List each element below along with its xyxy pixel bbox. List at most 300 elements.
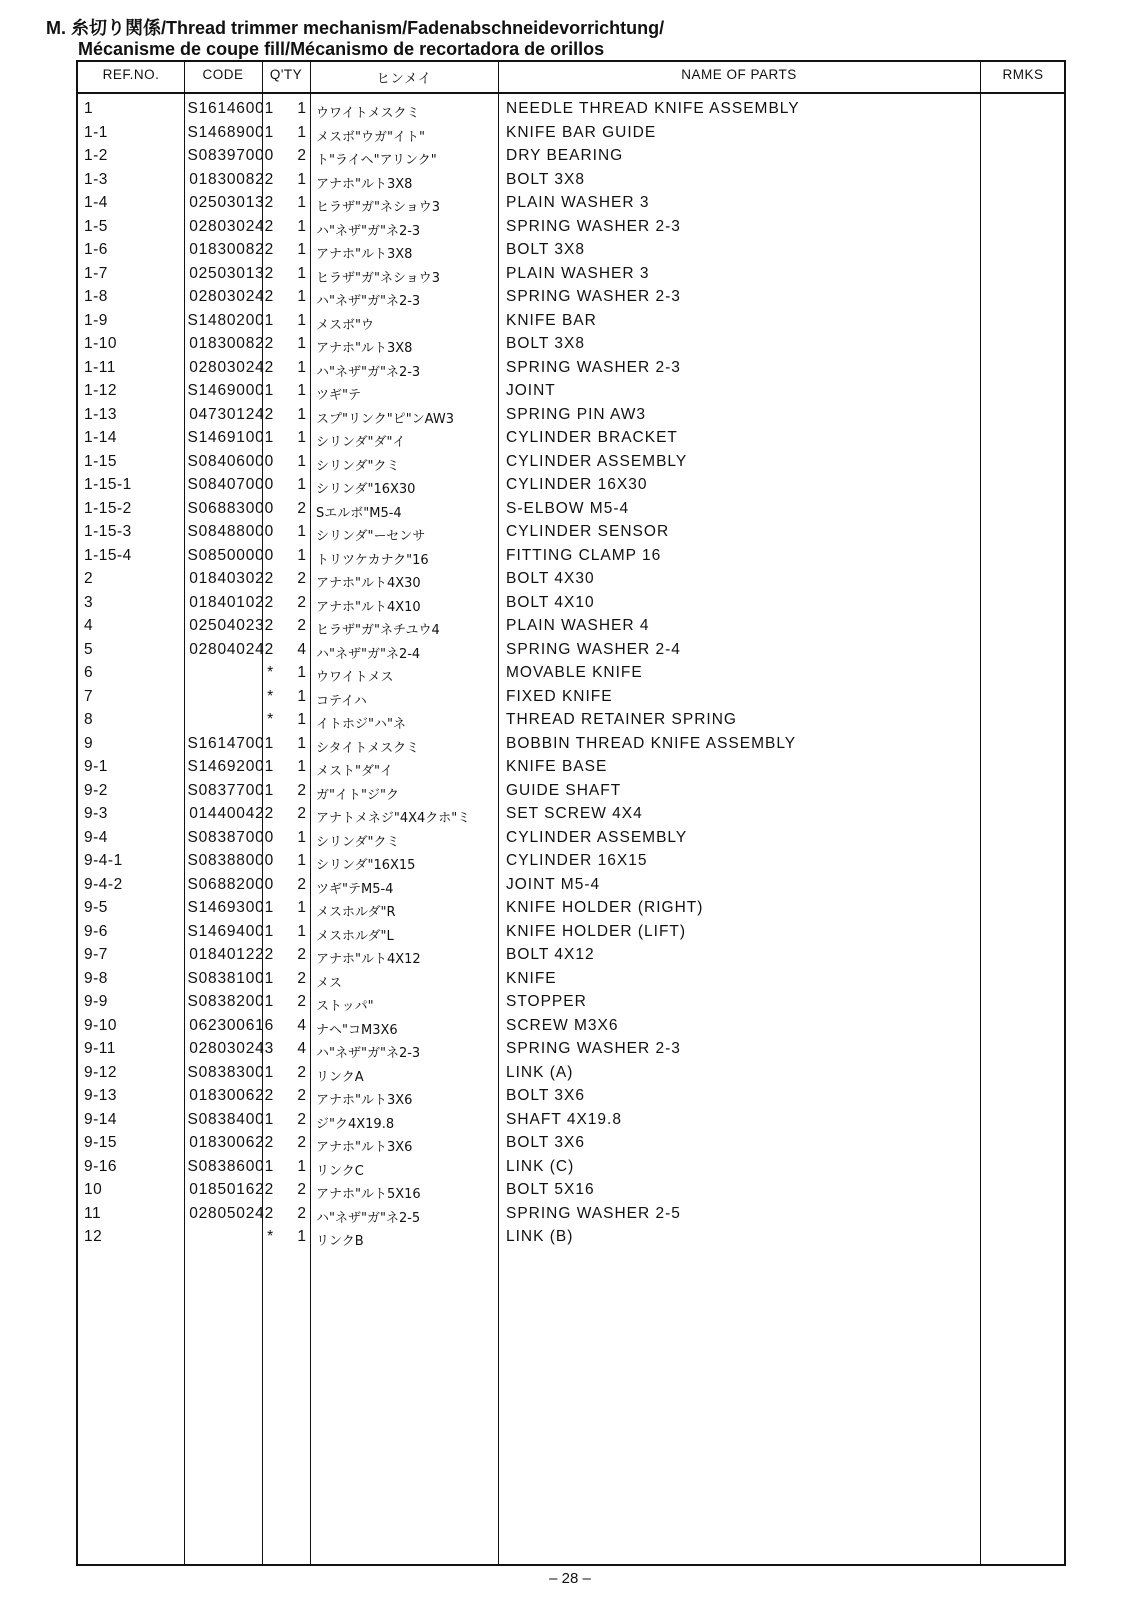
- table-row: [78, 98, 1064, 122]
- code-cell: 025030132: [189, 264, 274, 282]
- ref-cell: 9-2: [84, 781, 108, 799]
- code-cell: 018300622: [189, 1134, 274, 1151]
- kana-name-cell: ガ"イト"ジ"ク: [316, 787, 399, 803]
- part-name-cell: PLAIN WASHER 4: [506, 617, 650, 634]
- table-row: [78, 239, 1064, 263]
- header-code: CODE: [202, 67, 244, 82]
- code-cell: 014400422: [189, 805, 274, 822]
- qty-cell: 2: [297, 946, 306, 963]
- kana-name-cell: ツギ"テM5-4: [316, 881, 394, 897]
- kana-name-cell: アナホ"ルト4X12: [316, 952, 421, 967]
- table-row: [78, 874, 1064, 898]
- kana-name-cell: Sエルボ"M5-4: [316, 505, 402, 521]
- kana-name-cell: メスボ"ウガ"イト": [316, 129, 425, 145]
- table-row: [78, 498, 1064, 522]
- kana-name-cell: メスホルダ"L: [316, 928, 394, 944]
- kana-name-cell: トリツケカナク"16: [316, 552, 429, 568]
- ref-cell: 1-2: [84, 147, 108, 164]
- kana-name-cell: ヒラザ"ガ"ネショウ3: [316, 270, 440, 286]
- code-cell: 047301242: [189, 405, 274, 423]
- part-name-cell: KNIFE HOLDER (LIFT): [506, 922, 687, 940]
- code-cell: S14690001: [187, 382, 274, 399]
- qty-cell: 2: [297, 147, 306, 164]
- ref-cell: 1-15: [84, 452, 118, 470]
- ref-cell: 11: [84, 1204, 102, 1222]
- table-row: [78, 216, 1064, 240]
- table-row: [78, 615, 1064, 639]
- part-name-cell: KNIFE: [506, 969, 557, 987]
- kana-name-cell: メスボ"ウ: [316, 317, 374, 333]
- code-cell: S16147001: [187, 734, 274, 752]
- table-row: [78, 639, 1064, 663]
- qty-cell: 1: [297, 664, 306, 681]
- part-name-cell: LINK (C): [506, 1157, 575, 1175]
- ref-cell: 9-12: [84, 1063, 118, 1081]
- ref-cell: 2: [84, 570, 94, 587]
- part-name-cell: SPRING WASHER 2-3: [506, 288, 681, 305]
- table-row: [78, 357, 1064, 381]
- code-cell: 018300622: [189, 1087, 274, 1104]
- qty-cell: 1: [297, 1157, 306, 1175]
- qty-cell: 2: [297, 1181, 306, 1198]
- code-cell: 028030243: [189, 1040, 274, 1057]
- table-row: [78, 1203, 1064, 1227]
- qty-cell: 1: [297, 170, 306, 188]
- code-cell: S08388000: [187, 852, 274, 869]
- qty-cell: 2: [297, 499, 306, 517]
- part-name-cell: S-ELBOW M5-4: [506, 499, 630, 517]
- qty-cell: 1: [297, 523, 306, 540]
- qty-cell: 1: [297, 852, 306, 869]
- kana-name-cell: シリンダ"16X15: [316, 858, 416, 873]
- ref-cell: 1-6: [84, 241, 108, 258]
- qty-cell: 1: [297, 758, 306, 775]
- table-row: [78, 1109, 1064, 1133]
- part-name-cell: SPRING WASHER 2-4: [506, 640, 681, 658]
- kana-name-cell: コテイハ: [316, 693, 367, 709]
- ref-cell: 9-7: [84, 946, 108, 963]
- code-cell: S08397000: [187, 147, 274, 164]
- table-row: [78, 780, 1064, 804]
- table-row: [78, 286, 1064, 310]
- part-name-cell: FITTING CLAMP 16: [506, 546, 662, 564]
- ref-cell: 9: [84, 734, 94, 752]
- ref-cell: 10: [84, 1181, 103, 1198]
- ref-cell: 1-14: [84, 429, 118, 446]
- qty-cell: 2: [297, 805, 306, 822]
- kana-name-cell: アナホ"ルト3X6: [316, 1093, 413, 1108]
- code-cell: S08387000: [187, 828, 274, 846]
- ref-cell: 9-16: [84, 1157, 118, 1175]
- table-row: [78, 1085, 1064, 1109]
- code-cell: S14694001: [187, 922, 274, 940]
- ref-cell: 1-12: [84, 382, 118, 399]
- qty-cell: 1: [297, 194, 306, 211]
- kana-name-cell: アナホ"ルト3X6: [316, 1140, 413, 1155]
- code-cell: *: [267, 1228, 274, 1245]
- kana-name-cell: メスト"ダ"イ: [316, 764, 393, 779]
- part-name-cell: CYLINDER BRACKET: [506, 429, 678, 446]
- kana-name-cell: ヒラザ"ガ"ネチユウ4: [316, 623, 440, 638]
- table-row: [78, 310, 1064, 334]
- table-row: [78, 686, 1064, 710]
- kana-name-cell: アナホ"ルト3X8: [316, 341, 413, 356]
- code-cell: S06883000: [187, 499, 274, 517]
- part-name-cell: CYLINDER SENSOR: [506, 523, 670, 540]
- part-name-cell: SPRING WASHER 2-5: [506, 1204, 681, 1222]
- table-row: [78, 1015, 1064, 1039]
- ref-cell: 9-5: [84, 899, 108, 916]
- part-name-cell: SET SCREW 4X4: [506, 805, 643, 822]
- table-row: [78, 850, 1064, 874]
- code-cell: S08406000: [187, 452, 274, 470]
- code-cell: 018401222: [189, 946, 274, 963]
- code-cell: S08500000: [187, 546, 274, 564]
- part-name-cell: STOPPER: [506, 993, 587, 1010]
- ref-cell: 1-15-3: [84, 523, 132, 540]
- title-line-1: M. 糸切り関係/Thread trimmer mechanism/Fadenabschneidevorrichtung/: [46, 18, 665, 38]
- part-name-cell: CYLINDER 16X30: [506, 476, 648, 493]
- part-name-cell: CYLINDER ASSEMBLY: [506, 452, 688, 470]
- qty-cell: 2: [297, 1087, 306, 1104]
- kana-name-cell: アナホ"ルト4X30: [316, 576, 421, 591]
- ref-cell: 1-1: [84, 123, 108, 141]
- ref-cell: 7: [84, 687, 94, 705]
- table-row: [78, 827, 1064, 851]
- kana-name-cell: ハ"ネザ"ガ"ネ2-5: [316, 1210, 421, 1226]
- part-name-cell: MOVABLE KNIFE: [506, 664, 643, 681]
- table-row: [78, 921, 1064, 945]
- code-cell: 028040242: [189, 640, 274, 658]
- part-name-cell: FIXED KNIFE: [506, 687, 613, 705]
- part-name-cell: KNIFE BAR: [506, 311, 597, 329]
- table-row: [78, 169, 1064, 193]
- ref-cell: 1-7: [84, 264, 108, 282]
- qty-cell: 1: [297, 335, 306, 352]
- part-name-cell: BOLT 4X12: [506, 946, 595, 963]
- code-cell: 062300616: [189, 1016, 274, 1034]
- header-name-of-parts: NAME OF PARTS: [681, 67, 797, 82]
- table-row: [78, 803, 1064, 827]
- header-divider: [78, 92, 1064, 94]
- part-name-cell: BOLT 3X8: [506, 335, 585, 352]
- table-body: [78, 98, 1064, 1250]
- table-row: [78, 662, 1064, 686]
- qty-cell: 1: [297, 429, 306, 446]
- qty-cell: 1: [297, 711, 306, 728]
- part-name-cell: BOLT 3X6: [506, 1134, 585, 1151]
- part-name-cell: BOLT 3X8: [506, 170, 585, 188]
- part-name-cell: PLAIN WASHER 3: [506, 264, 650, 282]
- code-cell: 028030242: [189, 288, 274, 305]
- qty-cell: 2: [297, 617, 306, 634]
- ref-cell: 6: [84, 664, 94, 681]
- part-name-cell: DRY BEARING: [506, 147, 624, 164]
- ref-cell: 1-5: [84, 217, 108, 235]
- ref-cell: 1-8: [84, 288, 108, 305]
- qty-cell: 1: [297, 288, 306, 305]
- code-cell: S08377001: [187, 781, 274, 799]
- code-cell: 018401022: [189, 593, 274, 611]
- table-row: [78, 1156, 1064, 1180]
- qty-cell: 1: [297, 358, 306, 376]
- qty-cell: 2: [297, 993, 306, 1010]
- qty-cell: 4: [297, 640, 306, 658]
- table-row: [78, 1226, 1064, 1250]
- table-row: [78, 568, 1064, 592]
- qty-cell: 1: [297, 452, 306, 470]
- qty-cell: 2: [297, 781, 306, 799]
- qty-cell: 1: [297, 241, 306, 258]
- table-row: [78, 1179, 1064, 1203]
- ref-cell: 9-4-2: [84, 875, 123, 893]
- code-cell: 025040232: [189, 617, 274, 634]
- table-row: [78, 263, 1064, 287]
- table-row: [78, 192, 1064, 216]
- code-cell: *: [267, 687, 274, 705]
- kana-name-cell: シリンダ"16X30: [316, 482, 416, 497]
- kana-name-cell: ナヘ"コM3X6: [316, 1022, 398, 1038]
- ref-cell: 5: [84, 640, 94, 658]
- ref-cell: 9-4: [84, 828, 108, 846]
- qty-cell: 4: [297, 1040, 306, 1057]
- ref-cell: 9-8: [84, 969, 108, 987]
- ref-cell: 9-9: [84, 993, 108, 1010]
- qty-cell: 2: [297, 1204, 306, 1222]
- code-cell: *: [267, 664, 274, 681]
- part-name-cell: JOINT: [506, 382, 556, 399]
- table-row: [78, 592, 1064, 616]
- ref-cell: 1-11: [84, 358, 116, 376]
- code-cell: *: [267, 711, 274, 728]
- kana-name-cell: アナホ"ルト3X8: [316, 247, 413, 262]
- ref-cell: 1-15-4: [84, 546, 132, 564]
- table-row: [78, 1062, 1064, 1086]
- part-name-cell: BOBBIN THREAD KNIFE ASSEMBLY: [506, 734, 797, 752]
- qty-cell: 2: [297, 570, 306, 587]
- header-kana-name: ヒンメイ: [376, 71, 432, 87]
- table-row: [78, 1038, 1064, 1062]
- code-cell: S08384001: [187, 1110, 274, 1128]
- ref-cell: 9-15: [84, 1134, 118, 1151]
- kana-name-cell: リンクC: [316, 1163, 364, 1179]
- kana-name-cell: リンクB: [316, 1234, 364, 1249]
- kana-name-cell: シリンダ"ーセンサ: [316, 529, 426, 544]
- code-cell: 028050242: [189, 1204, 274, 1222]
- qty-cell: 1: [297, 687, 306, 705]
- ref-cell: 9-4-1: [84, 852, 123, 869]
- part-name-cell: PLAIN WASHER 3: [506, 194, 650, 211]
- table-row: [78, 1132, 1064, 1156]
- header-remarks: RMKS: [1002, 67, 1044, 82]
- qty-cell: 1: [297, 476, 306, 493]
- qty-cell: 1: [297, 264, 306, 282]
- kana-name-cell: アナホ"ルト3X8: [316, 176, 413, 192]
- ref-cell: 1-3: [84, 170, 108, 188]
- qty-cell: 1: [297, 311, 306, 329]
- code-cell: S14689001: [187, 123, 274, 141]
- table-row: [78, 756, 1064, 780]
- code-cell: S14693001: [187, 899, 274, 916]
- table-row: [78, 474, 1064, 498]
- qty-cell: 1: [297, 100, 306, 117]
- ref-cell: 1-9: [84, 311, 108, 329]
- table-row: [78, 122, 1064, 146]
- kana-name-cell: ツギ"テ: [316, 388, 361, 403]
- part-name-cell: JOINT M5-4: [506, 875, 601, 893]
- kana-name-cell: シタイトメスクミ: [316, 740, 420, 756]
- code-cell: S06882000: [187, 875, 274, 893]
- part-name-cell: GUIDE SHAFT: [506, 781, 622, 799]
- kana-name-cell: メスホルダ"R: [316, 905, 396, 920]
- kana-name-cell: アナトメネジ"4X4クホ"ミ: [316, 811, 471, 826]
- ref-cell: 1-15-1: [84, 476, 132, 493]
- part-name-cell: THREAD RETAINER SPRING: [506, 711, 737, 728]
- code-cell: S08407000: [187, 476, 274, 493]
- part-name-cell: BOLT 5X16: [506, 1181, 595, 1198]
- qty-cell: 1: [297, 828, 306, 846]
- part-name-cell: BOLT 3X8: [506, 241, 585, 258]
- kana-name-cell: ハ"ネザ"ガ"ネ2-4: [316, 646, 421, 662]
- table-row: [78, 380, 1064, 404]
- part-name-cell: CYLINDER 16X15: [506, 852, 648, 869]
- qty-cell: 2: [297, 969, 306, 987]
- ref-cell: 1-13: [84, 405, 118, 423]
- table-row: [78, 968, 1064, 992]
- ref-cell: 9-1: [84, 758, 108, 775]
- code-cell: S08383001: [187, 1063, 274, 1081]
- qty-cell: 1: [297, 217, 306, 235]
- part-name-cell: SPRING WASHER 2-3: [506, 358, 681, 376]
- qty-cell: 2: [297, 1063, 306, 1081]
- kana-name-cell: シリンダ"クミ: [316, 834, 400, 850]
- page-number: – 28 –: [549, 1570, 591, 1587]
- ref-cell: 1-10: [84, 335, 118, 352]
- part-name-cell: LINK (A): [506, 1063, 574, 1081]
- code-cell: 028030242: [189, 358, 274, 376]
- kana-name-cell: ウワイトメス: [316, 670, 394, 685]
- table-row: [78, 897, 1064, 921]
- ref-cell: 1-15-2: [84, 499, 132, 517]
- code-cell: S14692001: [187, 758, 274, 775]
- kana-name-cell: シリンダ"ダ"イ: [316, 435, 406, 450]
- part-name-cell: KNIFE BAR GUIDE: [506, 123, 657, 141]
- table-row: [78, 521, 1064, 545]
- kana-name-cell: ヒラザ"ガ"ネショウ3: [316, 200, 440, 215]
- part-name-cell: LINK (B): [506, 1228, 574, 1245]
- ref-cell: 9-3: [84, 805, 108, 822]
- qty-cell: 2: [297, 593, 306, 611]
- part-name-cell: SCREW M3X6: [506, 1016, 619, 1034]
- ref-cell: 9-13: [84, 1087, 118, 1104]
- part-name-cell: CYLINDER ASSEMBLY: [506, 828, 688, 846]
- kana-name-cell: ジ"ク4X19.8: [316, 1116, 395, 1132]
- kana-name-cell: リンクA: [316, 1069, 364, 1085]
- ref-cell: 1: [84, 100, 94, 117]
- kana-name-cell: ハ"ネザ"ガ"ネ2-3: [316, 294, 421, 309]
- code-cell: 018300822: [189, 335, 274, 352]
- qty-cell: 2: [297, 1134, 306, 1151]
- header-qty: Q'TY: [269, 67, 303, 82]
- code-cell: 018300822: [189, 170, 274, 188]
- code-cell: S14691001: [187, 429, 274, 446]
- page-title: [46, 18, 1046, 60]
- table-row: [78, 427, 1064, 451]
- ref-cell: 9-14: [84, 1110, 118, 1128]
- kana-name-cell: ト"ライヘ"アリンク": [316, 153, 437, 168]
- kana-name-cell: ハ"ネザ"ガ"ネ2-3: [316, 223, 421, 239]
- table-row: [78, 944, 1064, 968]
- code-cell: S08382001: [187, 993, 274, 1010]
- part-name-cell: BOLT 4X30: [506, 570, 595, 587]
- qty-cell: 4: [297, 1016, 306, 1034]
- part-name-cell: BOLT 3X6: [506, 1087, 585, 1104]
- table-row: [78, 451, 1064, 475]
- part-name-cell: NEEDLE THREAD KNIFE ASSEMBLY: [506, 100, 800, 117]
- kana-name-cell: スプ"リンク"ピ"ンAW3: [316, 411, 454, 427]
- code-cell: 028030242: [189, 217, 274, 235]
- table-row: [78, 333, 1064, 357]
- part-name-cell: KNIFE BASE: [506, 758, 608, 775]
- ref-cell: 4: [84, 617, 94, 634]
- qty-cell: 1: [297, 405, 306, 423]
- qty-cell: 1: [297, 123, 306, 141]
- code-cell: 018403022: [189, 570, 274, 587]
- ref-cell: 9-10: [84, 1016, 118, 1034]
- code-cell: 025030132: [189, 194, 274, 211]
- table-row: [78, 545, 1064, 569]
- code-cell: S08488000: [187, 523, 274, 540]
- table-row: [78, 991, 1064, 1015]
- kana-name-cell: シリンダ"クミ: [316, 458, 400, 474]
- header-ref-no: REF.NO.: [102, 67, 160, 82]
- qty-cell: 1: [297, 1228, 306, 1245]
- qty-cell: 1: [297, 922, 306, 940]
- table-row: [78, 404, 1064, 428]
- code-cell: S14802001: [187, 311, 274, 329]
- kana-name-cell: メス: [316, 975, 343, 991]
- code-cell: 018501622: [189, 1181, 274, 1198]
- table-row: [78, 145, 1064, 169]
- qty-cell: 2: [297, 875, 306, 893]
- ref-cell: 8: [84, 711, 94, 728]
- code-cell: S16146001: [187, 100, 274, 117]
- code-cell: 018300822: [189, 241, 274, 258]
- parts-table: [76, 60, 1066, 1566]
- kana-name-cell: アナホ"ルト4X10: [316, 599, 421, 615]
- part-name-cell: SHAFT 4X19.8: [506, 1110, 622, 1128]
- qty-cell: 2: [297, 1110, 306, 1128]
- ref-cell: 12: [84, 1228, 103, 1245]
- qty-cell: 1: [297, 734, 306, 752]
- part-name-cell: SPRING WASHER 2-3: [506, 1040, 681, 1057]
- kana-name-cell: アナホ"ルト5X16: [316, 1187, 421, 1202]
- code-cell: S08386001: [187, 1157, 274, 1175]
- kana-name-cell: イトホジ"ハ"ネ: [316, 717, 406, 732]
- kana-name-cell: ストッパ": [316, 999, 374, 1014]
- part-name-cell: KNIFE HOLDER (RIGHT): [506, 899, 704, 916]
- title-line-2: Mécanisme de coupe fill/Mécanismo de recortadora de orillos: [78, 39, 605, 59]
- code-cell: S08381001: [187, 969, 274, 987]
- part-name-cell: SPRING WASHER 2-3: [506, 217, 681, 235]
- table-row: [78, 733, 1064, 757]
- ref-cell: 9-11: [84, 1040, 116, 1057]
- qty-cell: 1: [297, 546, 306, 564]
- ref-cell: 3: [84, 593, 94, 611]
- ref-cell: 1-4: [84, 194, 108, 211]
- table-row: [78, 709, 1064, 733]
- part-name-cell: SPRING PIN AW3: [506, 405, 647, 423]
